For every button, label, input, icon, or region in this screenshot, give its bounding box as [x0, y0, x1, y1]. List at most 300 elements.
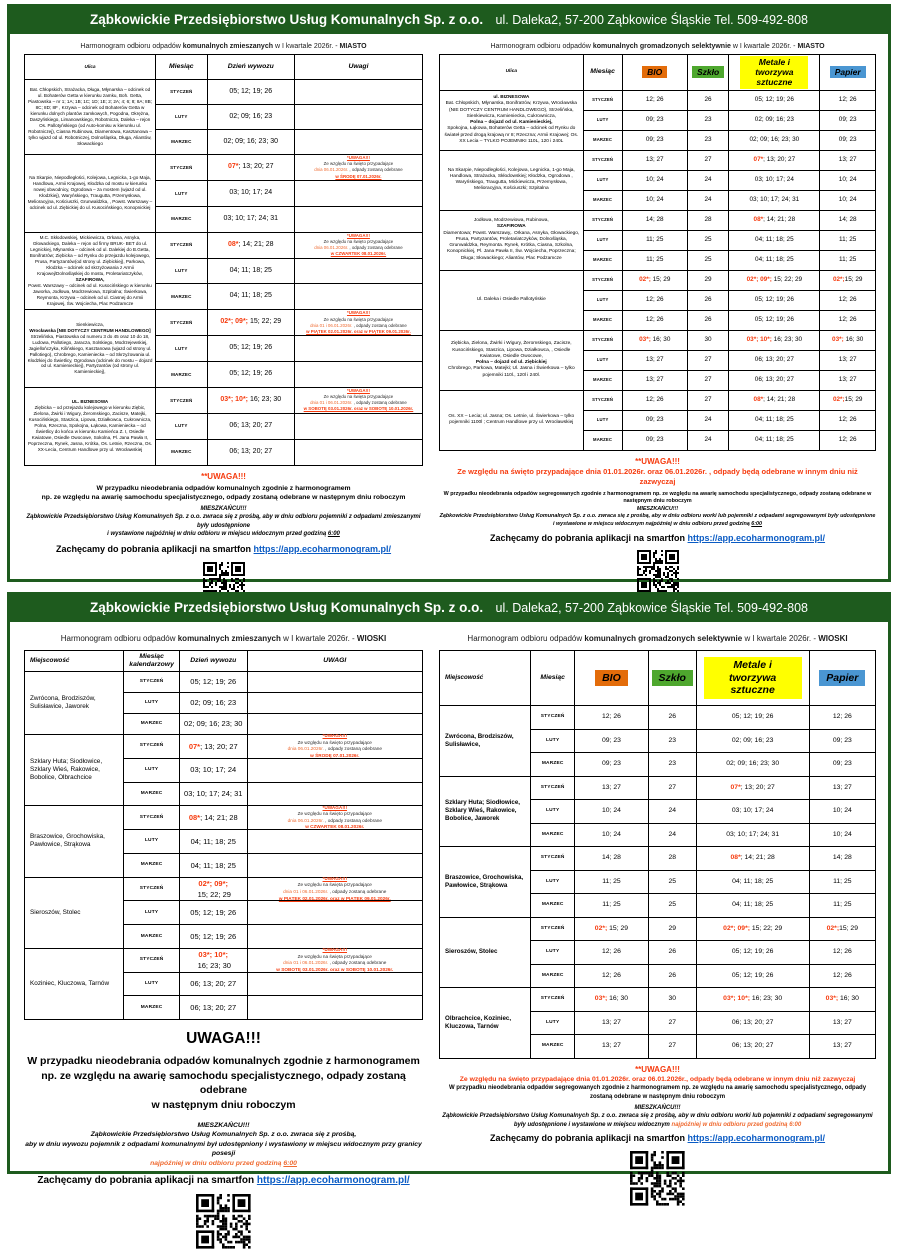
footer-text: MIESZKAŃCU!!! — [634, 1104, 681, 1111]
footer-line — [439, 467, 876, 488]
papier-days-cell: 02*; 15; 29 — [826, 924, 858, 932]
street-cell: Zwrócona, Brodziszów, Sulisławice, Jaworek — [25, 672, 124, 734]
bio-days-cell: 11; 25 — [575, 894, 649, 917]
schedule-group — [25, 805, 422, 876]
metale-days-cell: 04; 11; 18; 25 — [729, 411, 820, 430]
month-cell: STYCZEŃ — [531, 777, 575, 800]
szklo-days-cell: 23 — [649, 753, 697, 776]
papier-days-cell: 09; 23 — [838, 136, 857, 144]
papier-days-cell: 11; 25 — [833, 877, 852, 885]
footer-line — [24, 471, 423, 482]
waste-type-chip-bio: BIO — [595, 670, 628, 687]
schedule-group — [25, 877, 422, 948]
note-cell — [248, 854, 423, 877]
schedule-group — [25, 79, 422, 154]
pickup-days-cell: 03*; 10*; 16; 23; 30 — [208, 388, 295, 413]
pickup-days-cell: 02; 09; 16; 23 — [180, 693, 248, 713]
month-cell: MARZEC — [531, 894, 575, 917]
szklo-days-cell: 24 — [649, 800, 697, 823]
footer-line — [24, 513, 423, 530]
column-header-szklo — [688, 55, 729, 90]
month-row — [124, 875, 422, 901]
bio-days-cell: 12; 26 — [575, 965, 649, 988]
month-cell: LUTY — [584, 111, 623, 130]
metale-days-cell: 05; 12; 19; 26 — [729, 311, 820, 330]
metale-days-cell: 08* ; 14; 21; 28 — [729, 391, 820, 410]
month-cell: LUTY — [156, 105, 208, 129]
papier-days-cell: 10; 24 — [838, 176, 857, 184]
month-row — [584, 331, 875, 350]
pickup-days-cell: 05; 12; 19; 26 — [180, 925, 248, 948]
section-title-selective-miasto: Harmonogram odbioru odpadów komunalnych gromadzonych selektywnie w I kwartale 2026r. - MIASTO — [490, 43, 825, 50]
footer-line — [439, 513, 876, 521]
pickup-days-cell: 06; 13; 20; 27 — [180, 973, 248, 996]
month-row — [124, 949, 422, 972]
szklo-days-cell: 28 — [688, 211, 729, 230]
note-cell: *UWAGA!!! Ze względu na święto przypadające dnia 06.01.2026r. , odpady zostaną odebrane w ŚRODĘ 07.01.2026r. — [314, 155, 403, 179]
footer-line — [439, 532, 876, 545]
pickup-days-cell: 07* ; 13; 20; 27 — [208, 155, 295, 180]
month-row — [124, 672, 422, 692]
month-cell: LUTY — [531, 1012, 575, 1035]
papier-days-cell: 03*; 16; 30 — [832, 336, 864, 344]
bio-days-cell: 12; 26 — [623, 291, 688, 310]
metale-days-cell: 08* ; 14; 21; 28 — [697, 847, 810, 870]
month-cell: STYCZEŃ — [584, 151, 623, 170]
month-cell: STYCZEŃ — [531, 706, 575, 729]
note-cell: *UWAGA!!! Ze względu na święta przypadające dnia 01 i 06.01.2026r. , odpady zostaną odebrane w PIĄTEK 02.01.2026r. oraz w PIĄTEK 09.01.2026r. — [306, 310, 411, 334]
papier-days-cell: 12; 26 — [838, 416, 857, 424]
month-cell: STYCZEŃ — [531, 918, 575, 941]
papier-days-cell: 13; 27 — [832, 1042, 852, 1049]
month-row — [531, 918, 875, 941]
month-row — [156, 258, 422, 284]
footer-line — [439, 1084, 876, 1101]
note-cell — [295, 259, 422, 284]
bio-days-cell: 03*; 16; 30 — [623, 331, 688, 350]
schedule-group — [440, 917, 875, 988]
szklo-days-cell: 24 — [688, 171, 729, 190]
metale-days-cell: 02; 09; 16; 23; 30 — [697, 753, 810, 776]
month-cell: MARZEC — [531, 824, 575, 847]
szklo-days-cell: 27 — [688, 391, 729, 410]
footer-line — [24, 1121, 423, 1131]
schedule-group — [440, 987, 875, 1058]
note-cell: *UWAGA!!! Ze względu na święto przypadające dnia 06.01.2026r. , odpady zostaną odebrane w CZWARTEK 08.01.2026r. — [287, 804, 382, 830]
month-row — [531, 729, 875, 753]
note-cell — [248, 693, 423, 713]
pickup-days-cell: 05; 12; 19; 26 — [180, 672, 248, 692]
papier-days-cell: 13; 27 — [832, 1018, 852, 1026]
pickup-days-cell: 04; 11; 18; 25 — [180, 854, 248, 877]
street-cell: Ul. Daleka i Osiedle Pallotyńskie — [440, 271, 584, 330]
note-cell — [248, 925, 423, 948]
note-cell: *UWAGA!!! Ze względu na święta przypadające dnia 01 i 06.01.2026r. , odpady zostaną odebrane w SOBOTĘ 03.01.2026r. oraz w SOBOTĘ 10.01.2026r. — [276, 947, 394, 972]
footer-line — [439, 1075, 876, 1085]
pickup-days-cell: 03; 10; 17; 24 — [180, 759, 248, 782]
month-cell: LUTY — [124, 901, 180, 924]
month-row — [156, 233, 422, 258]
month-cell: STYCZEŃ — [124, 672, 180, 692]
papier-days-cell: 09; 23 — [838, 116, 857, 124]
pickup-days-cell: 04; 11; 18; 25 — [180, 830, 248, 853]
szklo-days-cell: 27 — [649, 1035, 697, 1058]
month-cell: LUTY — [156, 414, 208, 439]
szklo-days-cell: 24 — [688, 431, 729, 450]
month-row — [584, 110, 875, 130]
note-cell — [248, 996, 423, 1019]
footer-line — [24, 1028, 423, 1050]
month-row — [156, 439, 422, 465]
month-row — [584, 350, 875, 370]
selective-waste-section-miasto — [427, 34, 888, 592]
metale-days-cell: 06; 13; 20; 27 — [697, 1012, 810, 1035]
schedule-group — [25, 232, 422, 310]
month-row — [156, 388, 422, 413]
pickup-days-cell: 02*; 09*; 15; 22; 29 — [180, 878, 248, 901]
footer-line — [24, 493, 423, 503]
month-cell: MARZEC — [531, 753, 575, 776]
month-cell: MARZEC — [531, 965, 575, 988]
papier-days-cell: 12; 26 — [832, 948, 852, 955]
month-row — [156, 104, 422, 129]
street-cell: Na Skarpie, Niepodległości, Kolejowa, Legnicka, 1-go Maja, Handlowa, Armii Krajowej, Kłodzka od mostu w kierunku nowej obwodnicy, Ogrodowa – za mostem (wjazd od ul. Kłodzkiej), Waryńskiego, Traugutta, Przemysłowa, Melioracyjna, Kościuszki, Grunwaldzka, , Powst. Warszawy – odcinek od ul. Ziębickiej do ul. Kusocińskiego, Konopnickiej — [25, 155, 156, 232]
month-row — [531, 847, 875, 870]
szklo-days-cell: 26 — [688, 311, 729, 330]
month-cell: MARZEC — [584, 311, 623, 330]
ecoharmonogram-app-link[interactable]: https://app.ecoharmonogram.pl/ — [253, 544, 392, 555]
street-cell: UL. BIZNESOWA Ziębicka – od przejazdu kolejowego w kierunku Ziębic, Zielona, Żwirki i Wigury, Żeromskiego, Zacisze, Matejki, Kusocińskiego, Staszica, Lipowa, Działkowca, Cukrownicza, Polna, Rzeczna, Spokojna, Łąkowa, Kamieniecka – od Świetlicy do końca w kierunku Kamieńca Z. I, Osiedle Kwiatowe, Osiedle Owocowe, Sokolna, Pl. Jana Pawła II, Poprzeczna, Rynek, Jasna, Krótka, Os. Letnie, Rzeczna, Os. XX-Lecia, Centrum Handlowe przy ul. Wrocławskiej — [25, 388, 156, 465]
footer-line — [439, 1132, 876, 1145]
footer-text: 6:00 — [283, 1159, 297, 1167]
street-cell: ul. BIZNESOWA Bat. Chłopskich, Młynarska, Bonifratrów, Krzywa, Wrocławska (NIE DOTYCZY CENTRUM HANDLOWEGO), Strzelińska, Sienkiewicza, Kamieniecka, Cukrownicza, Polna – dojazd od ul. Kamienieckiej, Spokojna, Łąkowa, Bohaterów Getta – odcinek od Rynku do świateł przed drogą krajową nr 8; Rzeczna; Armii Krajowej; Os. XX Lecia – TYLKO POJEMNIKI 110L, 120 i 240L — [440, 91, 584, 150]
qr-code — [439, 1151, 876, 1206]
note-cell — [295, 414, 422, 439]
month-row — [531, 799, 875, 823]
month-row — [584, 230, 875, 250]
ecoharmonogram-app-link[interactable]: https://app.ecoharmonogram.pl/ — [687, 532, 826, 543]
column-header-szklo — [649, 651, 697, 705]
footer-line — [24, 1054, 423, 1069]
metale-days-cell: 04; 11; 18; 25 — [729, 431, 820, 450]
month-row — [124, 782, 422, 806]
month-row — [124, 806, 422, 829]
papier-days-cell: 02*; 15; 29 — [832, 396, 863, 404]
bio-days-cell: 11; 25 — [623, 251, 688, 270]
schedule-group — [25, 734, 422, 805]
footer-line — [439, 521, 876, 529]
bio-days-cell: 13; 27 — [623, 371, 688, 390]
company-address: ul. Daleka2, 57-200 Ząbkowice Śląskie Tel. 509-492-808 — [495, 13, 808, 27]
month-row — [124, 692, 422, 713]
footer-line — [439, 456, 876, 467]
note-cell — [295, 207, 422, 232]
column-header: Uwagi — [348, 62, 369, 70]
month-cell: MARZEC — [124, 925, 180, 948]
metale-days-cell: 03; 10; 17; 24 — [697, 800, 810, 823]
footer-text: Zachęcamy do pobrania aplikacji na smartfon — [489, 1133, 688, 1144]
schedule-group — [440, 330, 875, 390]
street-cell: Jodłowa, Modrzewiowa, Rubinowa, SZAFIROWA Diamentowa; Powst. Warszawy,. Orkana, Asnyka, Głowackiego, Prusa, Partyzantów, Proletariatczyków, Dolnośląska, Grunwaldzka, Reymonta. Rynek, Krótka, Ciasna, Szkolna, Konopnickiej, Pl. Jana Pawła II, Św. Wojciecha, Poprzeczna; Długa; Słowackiego; Aliantów, Plac Podzamcze — [440, 211, 584, 270]
month-row — [531, 1011, 875, 1035]
footer-text: Zachęcamy do pobrania aplikacji na smartfon — [55, 544, 254, 555]
month-row — [584, 250, 875, 270]
metale-days-cell: 05; 12; 19; 26 — [697, 965, 810, 988]
bio-days-cell: 12; 26 — [575, 941, 649, 964]
month-cell: MARZEC — [124, 996, 180, 1019]
papier-days-cell: 09; 23 — [832, 760, 852, 767]
papier-days-cell: 12; 26 — [832, 713, 852, 720]
month-row — [124, 735, 422, 758]
schedule-group — [440, 150, 875, 210]
metale-days-cell: 03*; 10*; 16; 23; 30 — [729, 331, 820, 350]
month-row — [584, 370, 875, 390]
bio-days-cell: 13; 27 — [623, 151, 688, 170]
month-cell: LUTY — [531, 941, 575, 964]
pickup-days-cell: 02*; 09*; 15; 22; 29 — [208, 310, 295, 335]
column-header: Dzień wywozu — [208, 55, 295, 79]
footer-text: Ze względu na święto przypadające dnia 01.01.2026r. oraz 06.01.2026r. , odpady będą odebrane w innym dniu niż zazwyczaj — [457, 466, 858, 487]
szklo-days-cell: 25 — [649, 894, 697, 917]
footer-text: np. ze względu na awarię samochodu specjalistycznego, odpady zostaną odebrane — [41, 1069, 406, 1097]
ecoharmonogram-app-link[interactable]: https://app.ecoharmonogram.pl/ — [687, 1133, 826, 1144]
papier-days-cell: 12; 26 — [838, 296, 857, 304]
footer-line — [24, 1174, 423, 1188]
month-row — [531, 988, 875, 1011]
bio-days-cell: 11; 25 — [623, 231, 688, 250]
month-row — [124, 995, 422, 1019]
selective-waste-table-miasto — [439, 54, 876, 451]
footer-text: najpóźniej w dniu odbioru przed godziną 6:00 — [671, 1121, 802, 1128]
szklo-days-cell: 24 — [688, 411, 729, 430]
bio-days-cell: 14; 28 — [575, 847, 649, 870]
footer-text: **UWAGA!!! — [201, 471, 246, 481]
month-row — [156, 180, 422, 206]
month-cell: MARZEC — [156, 440, 208, 465]
footer-line — [24, 1098, 423, 1113]
month-cell: MARZEC — [584, 431, 623, 450]
street-cell: Szklary Huta; Siodłowice, Szklary Wieś, Rakowice, Bobolice, Jaworek — [440, 777, 531, 847]
street-cell: Os. XX – Lecia; ul. Jasna; Os. Letnie, ul. Świerkowa – tylko pojemniki 1100l ; Centrum Handlowe przy ul. Wrocławskiej — [440, 391, 584, 450]
month-cell: STYCZEŃ — [156, 80, 208, 104]
street-cell: Sienkiewicza, Wrocławska [NIE DOTYCZY CENTRUM HANDLOWEGO] Strzelińska, Piastowska od numeru 3 do 45 oraz 10 do 18, Ludowa, Pallotiego, Jaracza, Solskiego, Modrzejewskiej, Jagiellończyka, Kilińskiego, Kasztanowa (wjazd od strony ul. Pallotiego), Chrobrego, Kamieniecka – od Skrzyżowania ul. Kłodzkiej do Świetlicy, Ogrodowa (odcinek do mostu – dojazd od ul. Kamienieckiej), Partyzantów (od strony ul. Kamienieckiej), — [25, 310, 156, 387]
waste-type-chip-metale: Metale i tworzywa sztuczne — [740, 56, 808, 89]
mixed-waste-section-miasto — [10, 34, 427, 604]
metale-days-cell: 07* ; 13; 20; 27 — [729, 151, 820, 170]
schedule-group — [25, 154, 422, 232]
bio-days-cell: 13; 27 — [623, 351, 688, 370]
section-title-mixed-wioski: Harmonogram odbioru odpadów komunalnych zmieszanych w I kwartale 2026r. - WIOSKI — [60, 634, 387, 643]
note-cell: *UWAGA!!! Ze względu na święta przypadające dnia 01 i 06.01.2026r. , odpady zostaną odebrane w SOBOTĘ 03.01.2026r. oraz w SOBOTĘ 10.01.2026r. — [303, 388, 414, 412]
bio-days-cell: 02*; 15; 29 — [575, 918, 649, 941]
selective-waste-table-wioski — [439, 650, 876, 1059]
column-header-street: Ulica — [440, 55, 584, 90]
footer-text: 6:00 — [327, 530, 340, 537]
month-row — [124, 924, 422, 948]
footer-line — [439, 1104, 876, 1112]
footer-text: 6:00 — [751, 521, 763, 527]
month-cell: MARZEC — [124, 714, 180, 734]
footer-text: Ze względu na święto przypadające dnia 01.01.2026r. oraz 06.01.2026r., odpady będą odebrane w innym dniu niż zazwyczaj — [459, 1075, 856, 1083]
bio-days-cell: 12; 26 — [623, 391, 688, 410]
month-cell: MARZEC — [584, 191, 623, 210]
pickup-days-cell: 06; 13; 20; 27 — [208, 414, 295, 439]
metale-days-cell: 04; 11; 18; 25 — [729, 251, 820, 270]
month-cell: MARZEC — [124, 783, 180, 806]
szklo-days-cell: 26 — [688, 291, 729, 310]
selective-wioski-footer — [439, 1064, 876, 1206]
schedule-group — [440, 90, 875, 150]
month-row — [124, 972, 422, 996]
metale-days-cell: 05; 12; 19; 26 — [729, 291, 820, 310]
column-header-metale — [697, 651, 810, 705]
ecoharmonogram-app-link[interactable]: https://app.ecoharmonogram.pl/ — [256, 1175, 410, 1187]
page-miasto — [7, 4, 891, 582]
szklo-days-cell: 28 — [649, 847, 697, 870]
szklo-days-cell: 23 — [649, 730, 697, 753]
street-cell: Bat. Chłopskich, Strażacka, Długa, Młynarska – odcinek od ul. Bohaterów Getta w kierunku zamku, Boh. Getta, Piastowska – nr 1; 1A; 1B; 1C; 1D; 1E; 2; 2A; 4; 6; 8; 8A; 8B; 8C; 8D; 8F , Krzywa – odcinek od Bohaterów Getta w kierunku dolnych plantów zamkowych, Pogodna, Okrężna, Daszyńskiego, Limanowskiego, Robotnicza, Daleka – rejon Os. Pallotyńskiego (od Auto-komisu w kierunku ul. Robotniczej), Ciasna Rubinowa, Diamentowa, Kasztanowa – tylko wjazd od ul. Robotniczej, Dolnośląska, Długa, Aliantów, Słowackiego — [25, 80, 156, 154]
metale-days-cell: 02*; 09*; 15; 22; 29 — [729, 271, 820, 290]
metale-days-cell: 05; 12; 19; 26 — [729, 91, 820, 110]
month-row — [584, 130, 875, 150]
papier-days-cell: 14; 28 — [838, 216, 857, 224]
street-cell: Braszowice, Grochowiska, Pawłowice, Strąkowa — [25, 806, 124, 876]
papier-days-cell: 03*; 16; 30 — [825, 995, 859, 1002]
month-row — [124, 829, 422, 853]
szklo-days-cell: 25 — [688, 231, 729, 250]
month-cell: LUTY — [584, 231, 623, 250]
waste-type-chip-bio: BIO — [642, 66, 667, 78]
note-cell — [295, 336, 422, 361]
month-row — [584, 290, 875, 310]
metale-days-cell: 06; 13; 20; 27 — [729, 351, 820, 370]
section-title-selective-wioski: Harmonogram odbioru odpadów komunalnych gromadzonych selektywnie w I kwartale 2026r. - WIOSKI — [467, 634, 848, 643]
szklo-days-cell: 24 — [649, 824, 697, 847]
month-cell: MARZEC — [584, 251, 623, 270]
bio-days-cell: 09; 23 — [623, 411, 688, 430]
street-cell: Sieroszów, Stolec — [25, 878, 124, 948]
selective-waste-section-wioski — [427, 622, 888, 1205]
note-cell — [248, 783, 423, 806]
footer-text: **UWAGA!!! — [635, 1064, 680, 1074]
waste-type-chip-szklo: Szkło — [652, 670, 693, 687]
bio-days-cell: 10; 24 — [575, 824, 649, 847]
szklo-days-cell: 25 — [688, 251, 729, 270]
month-row — [156, 335, 422, 361]
waste-type-chip-szklo: Szkło — [692, 66, 724, 78]
footer-text: W przypadku nieodebrania odpadów segregowanych zgodnie z harmonogramem np. ze względu na awarię samochodu specjalistycznego, odpady zostaną odebrane w następnym dniu roboczym — [443, 490, 872, 505]
pickup-days-cell: 04; 11; 18; 25 — [208, 259, 295, 284]
metale-days-cell: 04; 11; 18; 25 — [697, 871, 810, 894]
month-cell: STYCZEŃ — [584, 211, 623, 230]
company-name: Ząbkowickie Przedsiębiorstwo Usług Komunalnych Sp. z o.o. — [90, 12, 484, 27]
note-cell: *UWAGA!!! Ze względu na święta przypadające dnia 01 i 06.01.2026r. , odpady zostaną odebrane w PIĄTEK 02.01.2026r. oraz w PIĄTEK 09.01.2026r. — [278, 875, 391, 901]
month-row — [156, 206, 422, 232]
pickup-days-cell: 02; 09; 16; 23; 30 — [180, 714, 248, 734]
month-cell: LUTY — [124, 973, 180, 996]
note-cell — [295, 181, 422, 206]
pickup-days-cell: 03; 10; 17; 24; 31 — [208, 207, 295, 232]
footer-line — [439, 506, 876, 514]
month-cell: STYCZEŃ — [584, 331, 623, 350]
szklo-days-cell: 29 — [649, 918, 697, 941]
schedule-group — [440, 705, 875, 776]
month-row — [531, 706, 875, 729]
metale-days-cell: 04; 11; 18; 25 — [697, 894, 810, 917]
qr-code — [439, 550, 876, 592]
metale-days-cell: 02; 09; 16; 23; 30 — [729, 131, 820, 150]
street-cell: Na Skarpie, Niepodległości, Kolejowa, Legnicka, 1-go Maja, Handlowa, Strażacka, Skłodowskiej; Kłodzka, Ogrodowa , Waryńskiego, Traugutta, Mickiewicza, Przemysłowa, Melioracyjna, Kościuszki; Szpitalna — [440, 151, 584, 210]
note-cell: *UWAGA!!! Ze względu na święto przypadające dnia 06.01.2026r. , odpady zostaną odebrane w CZWARTEK 08.01.2026r. — [314, 232, 403, 257]
month-row — [531, 964, 875, 988]
papier-days-cell: 12; 26 — [838, 96, 857, 104]
papier-days-cell: 10; 24 — [832, 807, 852, 814]
month-cell: MARZEC — [124, 854, 180, 877]
column-header-papier — [820, 55, 874, 90]
note-cell — [295, 105, 422, 129]
metale-days-cell: 03; 10; 17; 24 — [729, 171, 820, 190]
pickup-days-cell: 03; 10; 17; 24 — [208, 181, 295, 206]
month-row — [584, 391, 875, 410]
footer-text: Ząbkowickie Przedsiębiorstwo Usług Komunalnych Sp. z o.o. zwraca się z prośbą, — [90, 1131, 357, 1139]
waste-type-chip-papier: Papier — [819, 670, 865, 687]
schedule-group — [440, 270, 875, 330]
bio-days-cell: 13; 27 — [575, 1012, 649, 1035]
page-wioski — [7, 592, 891, 1187]
month-cell: LUTY — [124, 693, 180, 713]
month-row — [584, 151, 875, 170]
schedule-group — [25, 671, 422, 734]
mixed-waste-table-miasto — [24, 54, 423, 466]
bio-days-cell: 02*; 15; 29 — [623, 271, 688, 290]
footer-text: Ząbkowickie Przedsiębiorstwo Usług Komunalnych Sp. z o.o. zwraca się z prośbą, aby w dniu odbioru worki lub pojemniki z odpadami segregowanymi były udostępnione — [439, 513, 876, 520]
pickup-days-cell: 07* ; 13; 20; 27 — [180, 735, 248, 758]
column-header: Miesiąc kalendarzowy — [124, 651, 180, 671]
szklo-days-cell: 27 — [649, 777, 697, 800]
month-cell: MARZEC — [584, 131, 623, 150]
month-row — [531, 940, 875, 964]
column-header: UWAGI — [323, 656, 347, 664]
footer-line — [24, 530, 423, 538]
footer-text: np. ze względu na awarię samochodu specjalistycznego, odpady zostaną odebrane w następnym dniu roboczym — [41, 494, 406, 502]
footer-line — [439, 1112, 876, 1129]
note-cell — [248, 901, 423, 924]
footer-line — [24, 1140, 423, 1159]
column-header-month: Miesiąc — [531, 651, 575, 705]
metale-days-cell: 03; 10; 17; 24; 31 — [697, 824, 810, 847]
papier-days-cell: 14; 28 — [832, 854, 852, 861]
month-row — [156, 80, 422, 104]
bio-days-cell: 12; 26 — [623, 91, 688, 110]
note-cell — [295, 440, 422, 465]
column-header-bio — [623, 55, 688, 90]
month-row — [584, 211, 875, 230]
szklo-days-cell: 27 — [688, 371, 729, 390]
footer-text: Ząbkowickie Przedsiębiorstwo Usług Komunalnych Sp. z o.o. zwraca się z prośbą, aby w dniu odbioru pojemniki z odpadami zmieszanymi były udostępnione — [26, 514, 421, 529]
month-row — [156, 129, 422, 154]
szklo-days-cell: 27 — [649, 1012, 697, 1035]
month-row — [531, 893, 875, 917]
footer-text: W przypadku nieodebrania odpadów komunalnych zgodnie z harmonogramem — [27, 1054, 420, 1067]
szklo-days-cell: 23 — [688, 131, 729, 150]
month-cell: STYCZEŃ — [584, 91, 623, 110]
szklo-days-cell: 23 — [688, 111, 729, 130]
bio-days-cell: 13; 27 — [575, 777, 649, 800]
footer-line — [24, 1130, 423, 1140]
waste-type-chip-papier: Papier — [830, 66, 866, 78]
papier-days-cell: 12; 26 — [838, 436, 857, 444]
note-cell — [248, 759, 423, 782]
